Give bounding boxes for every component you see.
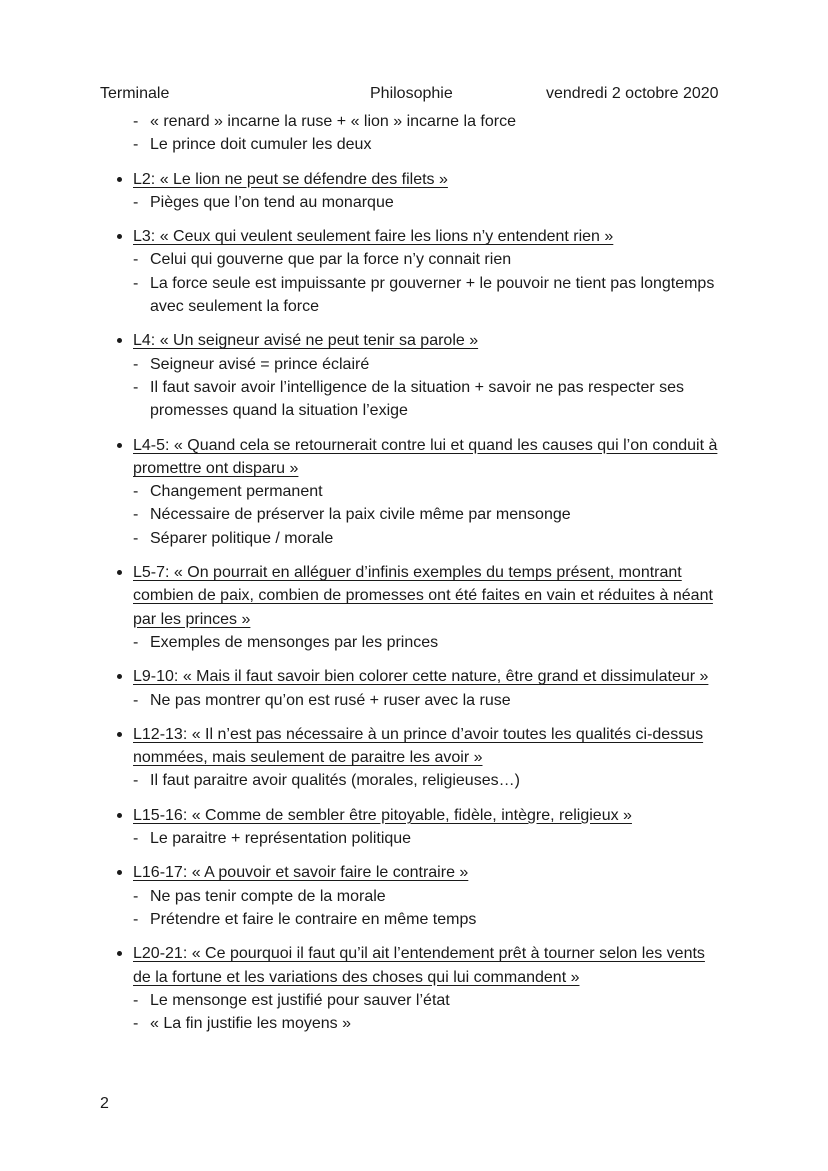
section-item: - Il faut paraitre avoir qualités (morales, religieuses…) — [150, 769, 750, 792]
section-heading: L2: « Le lion ne peut se défendre des filets » — [133, 168, 718, 191]
intro-item: - « renard » incarne la ruse + « lion » incarne la force — [150, 110, 750, 133]
section-item: - Prétendre et faire le contraire en même temps — [150, 908, 750, 931]
section-heading: L9-10: « Mais il faut savoir bien colorer cette nature, être grand et dissimulateur » — [133, 665, 718, 688]
section-item: - Pièges que l’on tend au monarque — [150, 191, 750, 214]
section-item: - Changement permanent — [150, 480, 750, 503]
header-class: Terminale — [100, 85, 170, 102]
page-number: 2 — [100, 1095, 109, 1112]
section-item: - Il faut savoir avoir l’intelligence de la situation + savoir ne pas respecter ses promesses quand la situation l’exige — [150, 376, 750, 423]
section-item: - Exemples de mensonges par les princes — [150, 631, 750, 654]
section-item: - Nécessaire de préserver la paix civile même par mensonge — [150, 503, 750, 526]
notes-content — [0, 110, 828, 1035]
section-heading: L16-17: « A pouvoir et savoir faire le contraire » — [133, 861, 718, 884]
section-heading: L12-13: « Il n’est pas nécessaire à un prince d’avoir toutes les qualités ci-dessus nommées, mais seulement de paraitre les avoir » — [133, 723, 718, 770]
section-item: - Le paraitre + représentation politique — [150, 827, 750, 850]
section-item: - « La fin justifie les moyens » — [150, 1012, 750, 1035]
section-heading: L15-16: « Comme de sembler être pitoyable, fidèle, intègre, religieux » — [133, 804, 718, 827]
page-header — [0, 84, 828, 104]
section-item: - La force seule est impuissante pr gouverner + le pouvoir ne tient pas longtemps avec seulement la force — [150, 272, 750, 319]
section-item: - Ne pas montrer qu’on est rusé + ruser avec la ruse — [150, 689, 750, 712]
section-heading: L4-5: « Quand cela se retournerait contre lui et quand les causes qui l’on conduit à promettre ont disparu » — [133, 434, 718, 481]
header-date: vendredi 2 octobre 2020 — [546, 85, 719, 102]
section-item: - Seigneur avisé = prince éclairé — [150, 353, 750, 376]
section-heading: L4: « Un seigneur avisé ne peut tenir sa parole » — [133, 329, 718, 352]
section-item: - Celui qui gouverne que par la force n’y connait rien — [150, 248, 750, 271]
section-item: - Ne pas tenir compte de la morale — [150, 885, 750, 908]
section-heading: L20-21: « Ce pourquoi il faut qu’il ait l’entendement prêt à tourner selon les vents de la fortune et les variations des choses qui lui commandent » — [133, 942, 718, 989]
section-item: - Séparer politique / morale — [150, 527, 750, 550]
section-heading: L3: « Ceux qui veulent seulement faire les lions n’y entendent rien » — [133, 225, 718, 248]
section-heading: L5-7: « On pourrait en alléguer d’infinis exemples du temps présent, montrant combien de paix, combien de promesses ont été faites en vain et réduites à néant par les princes » — [133, 561, 718, 631]
intro-item: - Le prince doit cumuler les deux — [150, 133, 750, 156]
section-item: - Le mensonge est justifié pour sauver l’état — [150, 989, 750, 1012]
header-subject: Philosophie — [370, 85, 453, 102]
